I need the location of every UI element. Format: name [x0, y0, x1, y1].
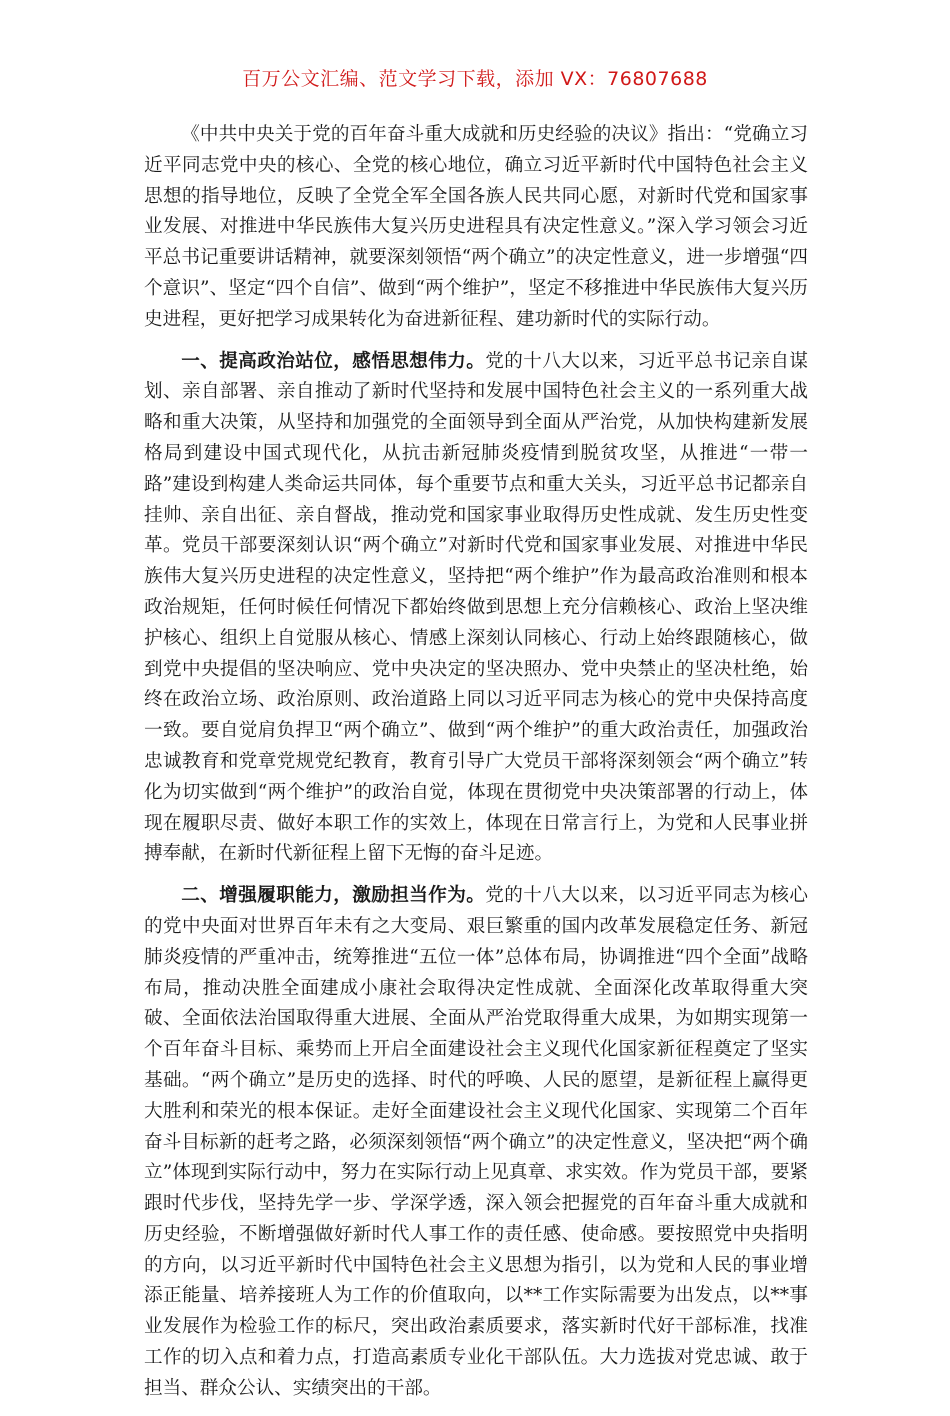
intro-paragraph-text: 《中共中央关于党的百年奋斗重大成就和历史经验的决议》指出：“党确立习近平同志党中央的核心、全党的核心地位，确立习近平新时代中国特色社会主义思想的指导地位，反映了全党全军全国各族人民共同心愿，对新时代党和国家事业发展、对推进中华民族伟大复兴历史进程具有决定性意义。”深入学习领会习近平总书记重要讲话精神，就要深刻领悟“两个确立”的决定性意义，进一步增强“四个意识”、坚定“四个自信”、做到“两个维护”，坚定不移推进中华民族伟大复兴历史进程，更好把学习成果转化为奋进新征程、建功新时代的实际行动。 — [144, 124, 808, 330]
section-1-heading: 一、提高政治站位，感悟思想伟力。 — [181, 350, 486, 372]
section-2-text: 党的十八大以来，以习近平同志为核心的党中央面对世界百年未有之大变局、艰巨繁重的国内改革发展稳定任务、新冠肺炎疫情的严重冲击，统筹推进“五位一体”总体布局，协调推进“四个全面”战略布局，推动决胜全面建成小康社会取得决定性成就、全面深化改革取得重大突破、全面依法治国取得重大进展、全面从严治党取得重大成果，为如期实现第一个百年奋斗目标、乘势而上开启全面建设社会主义现代化国家新征程奠定了坚实基础。“两个确立”是历史的选择、时代的呼唤、人民的愿望，是新征程上赢得更大胜利和荣光的根本保证。走好全面建设社会主义现代化国家、实现第二个百年奋斗目标新的赶考之路，必须深刻领悟“两个确立”的决定性意义，坚决把“两个确立”体现到实际行动中，努力在实际行动上见真章、求实效。作为党员干部，要紧跟时代步伐，坚持先学一步、学深学透，深入领会把握党的百年奋斗重大成就和历史经验，不断增强做好新时代人事工作的责任感、使命感。要按照党中央指明的方向，以习近平新时代中国特色社会主义思想为指引，以为党和人民的事业增添正能量、培养接班人为工作的价值取向，以**工作实际需要为出发点，以**事业发展作为检验工作的标尺，突出政治素质要求，落实新时代好干部标准，找准工作的切入点和着力点，打造高素质专业化干部队伍。大力选拔对党忠诚、敢于担当、群众公认、实绩突出的干部。 — [144, 885, 808, 1399]
section-2-paragraph — [144, 881, 808, 1405]
section-2-heading: 二、增强履职能力，激励担当作为。 — [181, 885, 486, 907]
document-body — [144, 120, 808, 1416]
intro-paragraph — [144, 120, 808, 336]
section-1-text: 党的十八大以来，习近平总书记亲自谋划、亲自部署、亲自推动了新时代坚持和发展中国特色社会主义的一系列重大战略和重大决策，从坚持和加强党的全面领导到全面从严治党，从加快构建新发展格局到建设中国式现代化，从抗击新冠肺炎疫情到脱贫攻坚，从推进“一带一路”建设到构建人类命运共同体，每个重要节点和重大关头，习近平总书记都亲自挂帅、亲自出征、亲自督战，推动党和国家事业取得历史性成就、发生历史性变革。党员干部要深刻认识“两个确立”对新时代党和国家事业发展、对推进中华民族伟大复兴历史进程的决定性意义，坚持把“两个维护”作为最高政治准则和根本政治规矩，任何时候任何情况下都始终做到思想上充分信赖核心、政治上坚决维护核心、组织上自觉服从核心、情感上深刻认同核心、行动上始终跟随核心，做到党中央提倡的坚决响应、党中央决定的坚决照办、党中央禁止的坚决杜绝，始终在政治立场、政治原则、政治道路上同以习近平同志为核心的党中央保持高度一致。要自觉肩负捍卫“两个确立”、做到“两个维护”的重大政治责任，加强政治忠诚教育和党章党规党纪教育，教育引导广大党员干部将深刻领会“两个确立”转化为切实做到“两个维护”的政治自觉，体现在贯彻党中央决策部署的行动上，体现在履职尽责、做好本职工作的实效上，体现在日常言行上，为党和人民事业拼搏奉献，在新时代新征程上留下无悔的奋斗足迹。 — [144, 350, 808, 865]
section-1-paragraph — [144, 347, 808, 871]
promo-banner: 百万公文汇编、范文学习下载，添加 VX：76807688 — [242, 68, 708, 90]
